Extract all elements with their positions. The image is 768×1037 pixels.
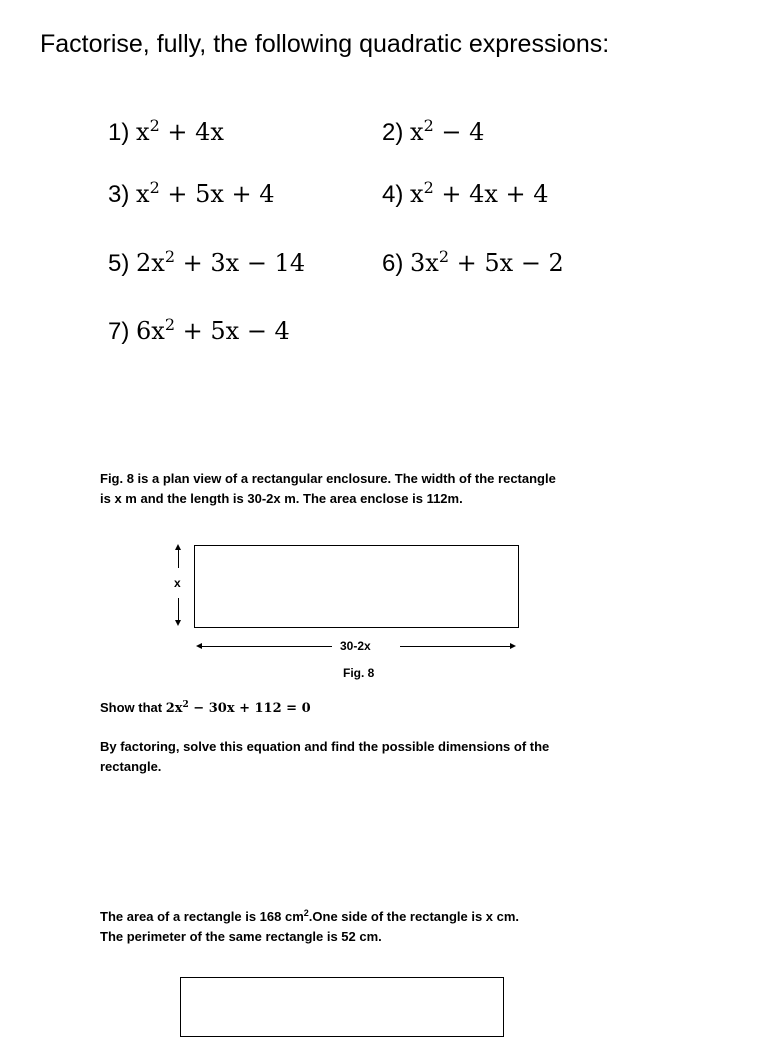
length-label: 30-2x bbox=[340, 639, 371, 653]
question-number: 7) bbox=[108, 318, 130, 345]
solve-instruction: By factoring, solve this equation and find the possible dimensions of the rectangle. bbox=[100, 739, 550, 774]
area-question bbox=[100, 907, 660, 947]
question-4 bbox=[382, 180, 549, 209]
fig8-diagram bbox=[170, 540, 530, 660]
question-number: 2) bbox=[382, 119, 404, 146]
enclosure-rectangle bbox=[194, 545, 519, 628]
worksheet-heading: Factorise, fully, the following quadratic expressions: bbox=[40, 30, 610, 58]
question-3 bbox=[108, 180, 275, 209]
question-expression: $x^2 - 4$ bbox=[410, 116, 485, 146]
question-expression: $6x^2 + 5x - 4$ bbox=[136, 315, 290, 345]
area-question-line1: The area of a rectangle is 168 $cm^2.One$ side of the rectangle is x cm. bbox=[100, 908, 520, 924]
question-number: 1) bbox=[108, 119, 130, 146]
question-7 bbox=[108, 317, 290, 346]
question-expression: $3x^2 + 5x - 2$ bbox=[410, 247, 564, 277]
question-expression: $2x^2 + 3x - 14$ bbox=[136, 247, 306, 277]
equation: $2x^2 - 30x + 112 = 0$ bbox=[165, 700, 311, 716]
width-label: x bbox=[174, 576, 181, 590]
question-number: 5) bbox=[108, 250, 130, 277]
fig8-caption: Fig. 8 bbox=[343, 666, 375, 680]
question-2 bbox=[382, 118, 484, 147]
show-that-statement: Show that $2x^2 - 30x + 112 = 0$ bbox=[100, 700, 311, 716]
question-5 bbox=[108, 249, 305, 278]
question-number: 4) bbox=[382, 181, 404, 208]
area-rectangle bbox=[180, 977, 504, 1037]
question-expression: $x^2 + 4x$ bbox=[136, 116, 224, 146]
question-6 bbox=[382, 249, 564, 278]
question-1 bbox=[108, 118, 224, 147]
question-number: 6) bbox=[382, 250, 404, 277]
length-arrow-line-left bbox=[202, 646, 332, 647]
question-expression: $x^2 + 4x + 4$ bbox=[410, 178, 549, 208]
arrow-down-icon bbox=[175, 620, 181, 626]
length-arrow-line-right bbox=[400, 646, 510, 647]
question-expression: $x^2 + 5x + 4$ bbox=[136, 178, 275, 208]
width-arrow-line-top bbox=[178, 550, 179, 568]
area-question-line2: The perimeter of the same rectangle is 52 cm. bbox=[100, 929, 382, 944]
fig8-intro: Fig. 8 is a plan view of a rectangular enclosure. The width of the rectangle is x m and the length is 30-2x m. The area enclose is 112m. bbox=[100, 471, 556, 506]
arrow-right-icon bbox=[510, 643, 516, 649]
width-arrow-line-bottom bbox=[178, 598, 179, 620]
question-number: 3) bbox=[108, 181, 130, 208]
